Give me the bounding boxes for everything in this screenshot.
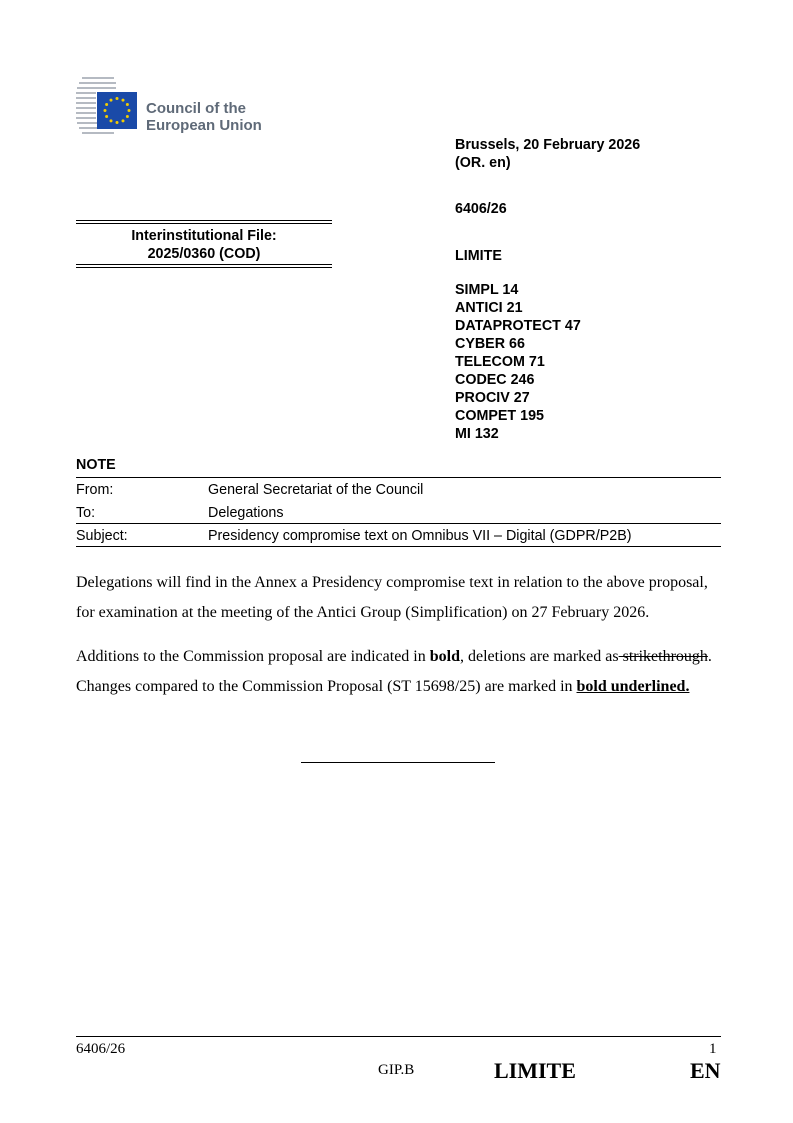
subject-label: Subject: — [76, 528, 128, 544]
code-item: MI 132 — [455, 426, 499, 442]
note-rule-bottom — [76, 546, 721, 547]
rule-top-inner — [76, 223, 332, 224]
interinstitutional-label: Interinstitutional File: — [131, 228, 277, 244]
code-item: CODEC 246 — [455, 372, 535, 388]
footer-doc-number: 6406/26 — [76, 1041, 126, 1057]
star-icon — [116, 97, 119, 100]
note-rule-top — [76, 477, 721, 478]
star-icon — [128, 109, 131, 112]
code-item: PROCIV 27 — [455, 390, 530, 406]
logo-line-2: European Union — [146, 117, 262, 134]
classification: LIMITE — [455, 248, 502, 264]
rule-bottom-inner — [76, 264, 332, 265]
logo-line-1: Council of the — [146, 100, 246, 117]
from-label: From: — [76, 482, 114, 498]
date-block — [455, 136, 640, 172]
footer-page-number: 1 — [709, 1041, 717, 1057]
star-icon — [122, 99, 125, 102]
logo-text — [146, 100, 262, 134]
code-item: SIMPL 14 — [455, 282, 519, 298]
paragraph-annex — [76, 568, 726, 628]
footer-language: EN — [690, 1058, 721, 1083]
paragraph-marking — [76, 642, 726, 702]
end-separator — [301, 762, 495, 763]
subject-codes — [455, 281, 581, 443]
to-label: To: — [76, 505, 96, 521]
paragraph-line: for examination at the meeting of the Antici Group (Simplification) on 27 February 2026. — [76, 604, 650, 621]
star-icon — [110, 99, 113, 102]
star-icon — [105, 115, 108, 118]
paragraph-line: Delegations will find in the Annex a Presidency compromise text in relation to the above proposal, — [76, 574, 708, 591]
subject-value: Presidency compromise text on Omnibus VII – Digital (GDPR/P2B) — [208, 528, 632, 544]
star-icon — [110, 119, 113, 122]
to-value: Delegations — [208, 505, 284, 521]
original-language: (OR. en) — [455, 155, 511, 171]
code-item: COMPET 195 — [455, 408, 544, 424]
place-date: Brussels, 20 February 2026 — [455, 137, 641, 153]
strikethrough-word: strikethrough — [618, 648, 708, 665]
rule-top — [76, 220, 332, 221]
star-icon — [104, 109, 107, 112]
note-title: NOTE — [76, 457, 116, 473]
document-number: 6406/26 — [455, 201, 507, 217]
from-value: General Secretariat of the Council — [208, 482, 424, 498]
paragraph-line: Changes compared to the Commission Proposal (ST 15698/25) are marked in bold underlined. — [76, 678, 690, 695]
star-icon — [126, 115, 129, 118]
bold-word: bold — [429, 648, 460, 665]
paragraph-line: Additions to the Commission proposal are indicated in bold, deletions are marked as strikethrough. — [76, 648, 712, 665]
code-item: TELECOM 71 — [455, 354, 545, 370]
star-icon — [116, 121, 119, 124]
code-item: DATAPROTECT 47 — [455, 318, 581, 334]
code-item: ANTICI 21 — [455, 300, 523, 316]
note-rule-middle — [76, 523, 721, 524]
interinstitutional-file-box — [76, 220, 332, 268]
code-item: CYBER 66 — [455, 336, 525, 352]
footer-department: GIP.B — [378, 1062, 415, 1078]
bold-underlined-text: bold underlined. — [576, 678, 690, 695]
star-icon — [126, 103, 129, 106]
star-icon — [122, 119, 125, 122]
star-icon — [105, 103, 108, 106]
rule-bottom — [76, 267, 332, 268]
footer-rule — [76, 1036, 721, 1037]
interinstitutional-number: 2025/0360 (COD) — [147, 246, 261, 262]
footer-classification: LIMITE — [494, 1058, 576, 1083]
